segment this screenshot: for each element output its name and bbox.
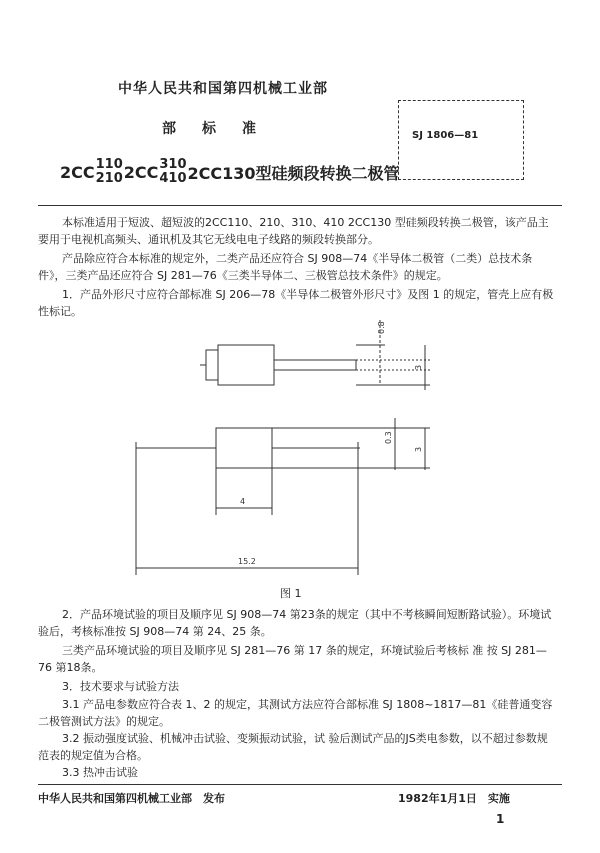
title-frac1-top: 110 — [95, 157, 123, 172]
paragraph-dimensions: 1．产品外形尺寸应符合部标准 SJ 206—78《半导体二极管外形尺寸》及图 1 的规定，管壳上应有极性标记。 — [38, 288, 554, 318]
diode-top-lead — [274, 360, 356, 370]
title-mid: 2CC — [123, 162, 159, 182]
paragraph-3-2: 3.2 振动强度试验、机械冲击试验、变频振动试验，试 验后测试产品的JS类电参数，以不超过参数规范表的规定值为合格。 — [38, 732, 548, 762]
footer-date: 1982年1月1日 实施 — [398, 792, 510, 805]
title-frac2-top: 310 — [159, 157, 187, 172]
dim-label-4: 4 — [240, 497, 246, 506]
title-frac2-bottom: 410 — [159, 171, 187, 186]
title-suffix: 2CC130型硅频段转换二极管 — [187, 163, 400, 183]
dim-label-3b: 3 — [414, 446, 423, 452]
standard-type-char-3: 准 — [242, 121, 256, 137]
paragraph-3-3: 3.3 热冲击试验 — [62, 766, 138, 779]
title-frac1-bottom: 210 — [95, 171, 123, 186]
paragraph-scope: 本标准适用于短波、超短波的2CC110、210、310、410 2CC130 型硅频段转换二极管，该产品主要用于电视机高频头、通讯机及其它无线电电子线路的频段转换部分。 — [38, 216, 549, 246]
diode-bottom-body — [216, 428, 272, 468]
figure-caption: 图 1 — [280, 587, 302, 600]
diode-top-body — [218, 345, 274, 385]
standard-number: SJ 1806—81 — [412, 130, 479, 141]
diode-top-cap — [206, 350, 218, 380]
standard-type-char-2: 标 — [202, 121, 216, 137]
paragraph-class3-environment: 三类产品环境试验的项目及顺序见 SJ 281—76 第 17 条的规定，环境试验后考核标 准 按 SJ 281—76 第18条。 — [38, 644, 547, 674]
title-prefix: 2CC — [60, 162, 95, 182]
standard-type-char-1: 部 — [162, 121, 176, 137]
page-number: 1 — [496, 812, 505, 826]
paragraph-requirements-heading: 3．技术要求与试验方法 — [62, 680, 179, 693]
paragraph-3-1: 3.1 产品电参数应符合表 1、2 的规定，其测试方法应符合部标准 SJ 1808~1817—81《硅普通变容二极管测试方法》的规定。 — [38, 698, 553, 728]
paragraph-environment: 2．产品环境试验的项目及顺序见 SJ 908—74 第23条的规定（其中不考核瞬间短断路试验）。环境试验后，考核标准按 SJ 908—74 第 24、25 条。 — [38, 608, 552, 638]
footer-publisher: 中华人民共和国第四机械工业部 发布 — [38, 792, 225, 805]
dim-label-152: 15.2 — [238, 557, 256, 566]
footer-divider — [38, 784, 562, 785]
paragraph-conformance: 产品除应符合本标准的规定外，二类产品还应符合 SJ 908—74《半导体二极管（二类）总技术条件》，三类产品还应符合 SJ 281—76《三类半导体二、三极管总技术条件》的规定。 — [38, 252, 533, 282]
dim-label-3a: 3 — [414, 364, 423, 370]
dim-label-03: 0.3 — [384, 431, 393, 444]
dim-label-08: 0.8 — [377, 321, 386, 334]
ministry-name: 中华人民共和国第四机械工业部 — [118, 81, 328, 97]
